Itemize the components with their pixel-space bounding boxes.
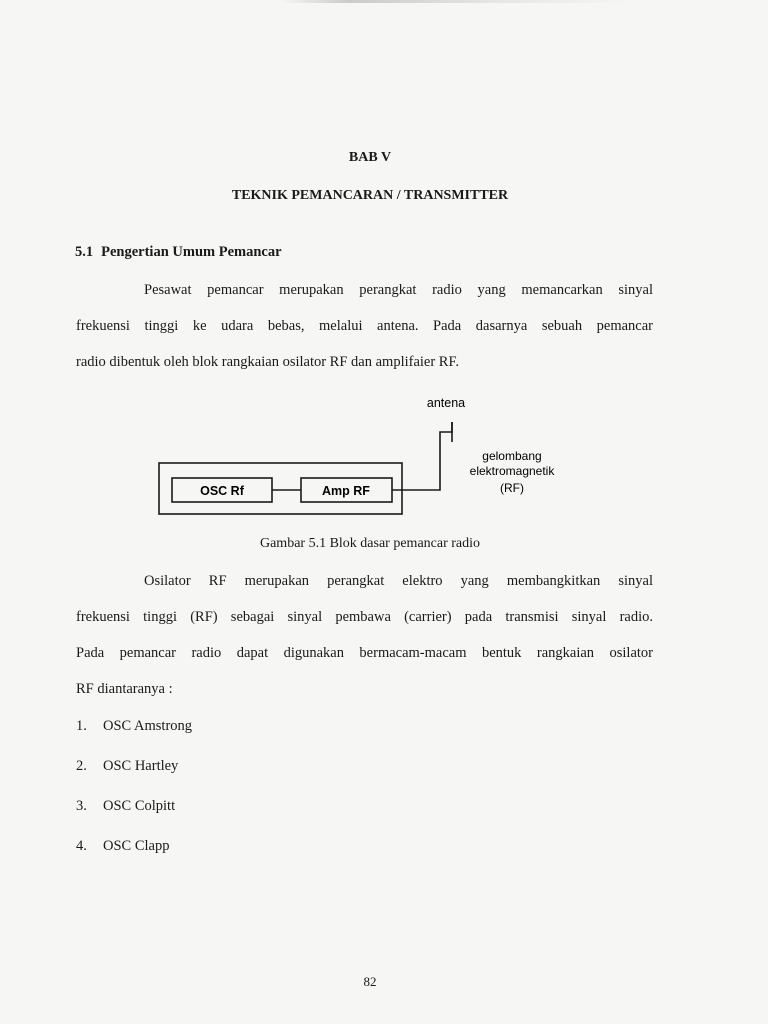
wave-label-line: gelombang	[482, 449, 542, 463]
section-number: 5.1	[75, 244, 94, 260]
figure-caption: Gambar 5.1 Blok dasar pemancar radio	[259, 536, 481, 551]
list-number: 4.	[76, 838, 87, 854]
paragraph-intro	[76, 272, 653, 380]
chapter-label: BAB V	[348, 150, 392, 165]
list-item	[76, 713, 192, 753]
page-number: 82	[363, 974, 377, 989]
oscillator-list	[76, 713, 192, 873]
amp-block-label: Amp RF	[322, 484, 370, 498]
wave-label-line: (RF)	[500, 481, 524, 495]
list-text: OSC Hartley	[103, 758, 179, 774]
paragraph-line: Pada pemancar radio dapat digunakan bermacam-macam bentuk rangkaian osilator	[76, 645, 653, 661]
wave-label-line: elektromagnetik	[469, 464, 555, 478]
list-item	[76, 833, 192, 873]
paragraph-line: radio dibentuk oleh blok rangkaian osilator RF dan amplifaier RF.	[76, 354, 460, 370]
list-text: OSC Amstrong	[103, 718, 193, 734]
list-number: 1.	[76, 718, 87, 734]
paragraph-line: RF diantaranya :	[76, 681, 173, 697]
antenna-label: antena	[426, 396, 466, 410]
list-number: 3.	[76, 798, 87, 814]
section-title: Pengertian Umum Pemancar	[101, 244, 282, 260]
paragraph-oscillator	[76, 563, 653, 707]
list-text: OSC Colpitt	[103, 798, 176, 814]
paragraph-line: frekuensi tinggi ke udara bebas, melalui antena. Pada dasarnya sebuah pemancar	[76, 318, 653, 334]
paragraph-line: Pesawat pemancar merupakan perangkat radio yang memancarkan sinyal	[144, 282, 653, 298]
list-text: OSC Clapp	[103, 838, 170, 854]
list-number: 2.	[76, 758, 87, 774]
paragraph-line: frekuensi tinggi (RF) sebagai sinyal pembawa (carrier) pada transmisi sinyal radio.	[76, 609, 653, 625]
chapter-title: TEKNIK PEMANCARAN / TRANSMITTER	[231, 188, 509, 203]
osc-block-label: OSC Rf	[200, 484, 244, 498]
list-item	[76, 753, 192, 793]
scan-artifact	[280, 0, 630, 3]
section-heading	[75, 244, 282, 261]
antenna-feed-line	[392, 422, 452, 490]
transmitter-block-diagram	[150, 390, 570, 525]
paragraph-line: Osilator RF merupakan perangkat elektro yang membangkitkan sinyal	[144, 573, 653, 589]
list-item	[76, 793, 192, 833]
